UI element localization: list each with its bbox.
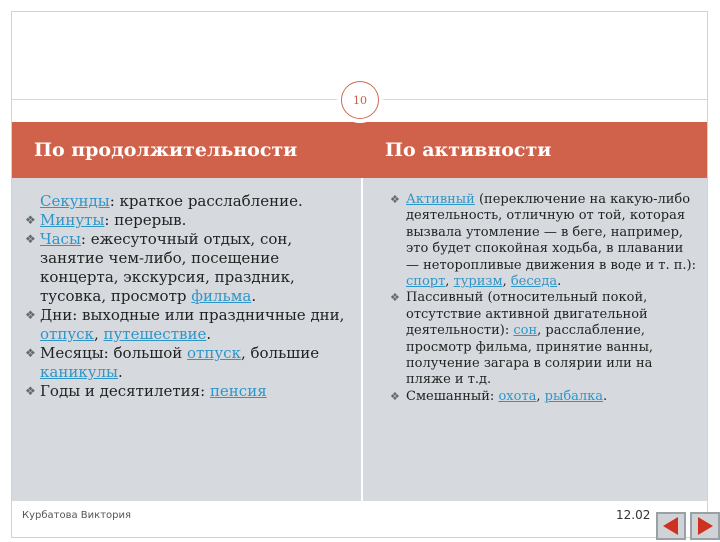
term-link[interactable]: туризм (453, 274, 503, 290)
item-text: Годы и десятилетия: (40, 382, 210, 400)
list-item (22, 211, 357, 230)
term-link[interactable]: сон (513, 323, 538, 339)
list-item (387, 290, 697, 388)
bullet-icon: ❖ (390, 193, 400, 206)
item-text: , (536, 388, 545, 404)
item-text: : ежесуточный отдых, сон, занятие чем-либо, посещение концерта, экскурсия, праздник, тусовка, просмотр (40, 230, 295, 305)
bullet-icon: ❖ (25, 384, 36, 398)
item-text: Дни: выходные или праздничные дни, (40, 306, 345, 324)
term-link[interactable]: Часы (40, 230, 81, 248)
term-link[interactable]: фильма (191, 287, 252, 305)
item-text: . (603, 388, 608, 404)
item-text: , (502, 274, 511, 290)
page-number: 10 (353, 93, 367, 107)
activity-column (387, 192, 697, 405)
item-text: , большие (240, 344, 320, 362)
list-item (22, 306, 357, 344)
item-text: (переключение на какую-либо деятельность, отличную от той, которая вызвала утомление — в беге, например, это будет спокойная ходьба, в плавании — неторопливые движения в воде и т. п.): (406, 192, 696, 273)
item-text: . (206, 325, 212, 343)
item-text: , (445, 274, 454, 290)
prev-slide-arrow-icon (658, 514, 684, 538)
header-activity: По активности (385, 139, 552, 161)
item-text: . (251, 287, 257, 305)
list-item (22, 344, 357, 382)
list-item (22, 382, 357, 401)
list-item (22, 230, 357, 306)
page-number-badge (341, 81, 379, 119)
term-link[interactable]: отпуск (187, 344, 241, 362)
term-link[interactable]: рыбалка (544, 388, 604, 404)
term-link[interactable]: охота (498, 388, 537, 404)
next-slide-arrow-icon (692, 514, 718, 538)
header-duration: По продолжительности (34, 139, 298, 161)
footer-date: 12.02 (616, 508, 651, 522)
term-link[interactable]: пенсия (209, 382, 267, 400)
term-link[interactable]: каникулы (40, 363, 118, 381)
item-text: , (93, 325, 104, 343)
bullet-icon: ❖ (390, 389, 400, 403)
footer-author: Курбатова Виктория (22, 510, 132, 521)
next-slide-button[interactable] (690, 512, 720, 540)
bullet-icon: ❖ (25, 308, 36, 322)
bullet-icon: ❖ (25, 346, 36, 360)
list-item (387, 192, 697, 290)
term-link[interactable]: отпуск (40, 325, 94, 343)
item-text: Пассивный (относительный покой, отсутствие активной двигательной деятельности): (406, 290, 648, 339)
column-divider (361, 178, 363, 501)
term-link[interactable]: Минуты (40, 211, 105, 229)
bullet-icon: ❖ (25, 213, 36, 227)
item-text: Смешанный: (406, 388, 499, 404)
footer-date-box (612, 505, 657, 527)
term-link[interactable]: Секунды (40, 192, 110, 210)
term-link[interactable]: Активный (406, 192, 475, 207)
item-text: : перерыв. (104, 211, 187, 229)
item-text: . (117, 363, 123, 381)
prev-slide-button[interactable] (656, 512, 686, 540)
item-text: : краткое расслабление. (109, 192, 303, 210)
duration-column (22, 192, 357, 401)
term-link[interactable]: спорт (406, 274, 446, 290)
list-item (387, 389, 697, 405)
bullet-icon: ❖ (390, 291, 400, 305)
item-text: . (557, 274, 562, 290)
table-header (12, 122, 707, 178)
term-link[interactable]: беседа (510, 274, 558, 290)
item-text: , расслабление, просмотр фильма, принятие ванны, получение загара в солярии или на пляже и т.д. (406, 323, 654, 388)
term-link[interactable]: путешествие (103, 325, 207, 343)
list-item (22, 192, 357, 211)
bullet-icon: ❖ (25, 232, 36, 246)
item-text: Месяцы: большой (40, 344, 188, 362)
